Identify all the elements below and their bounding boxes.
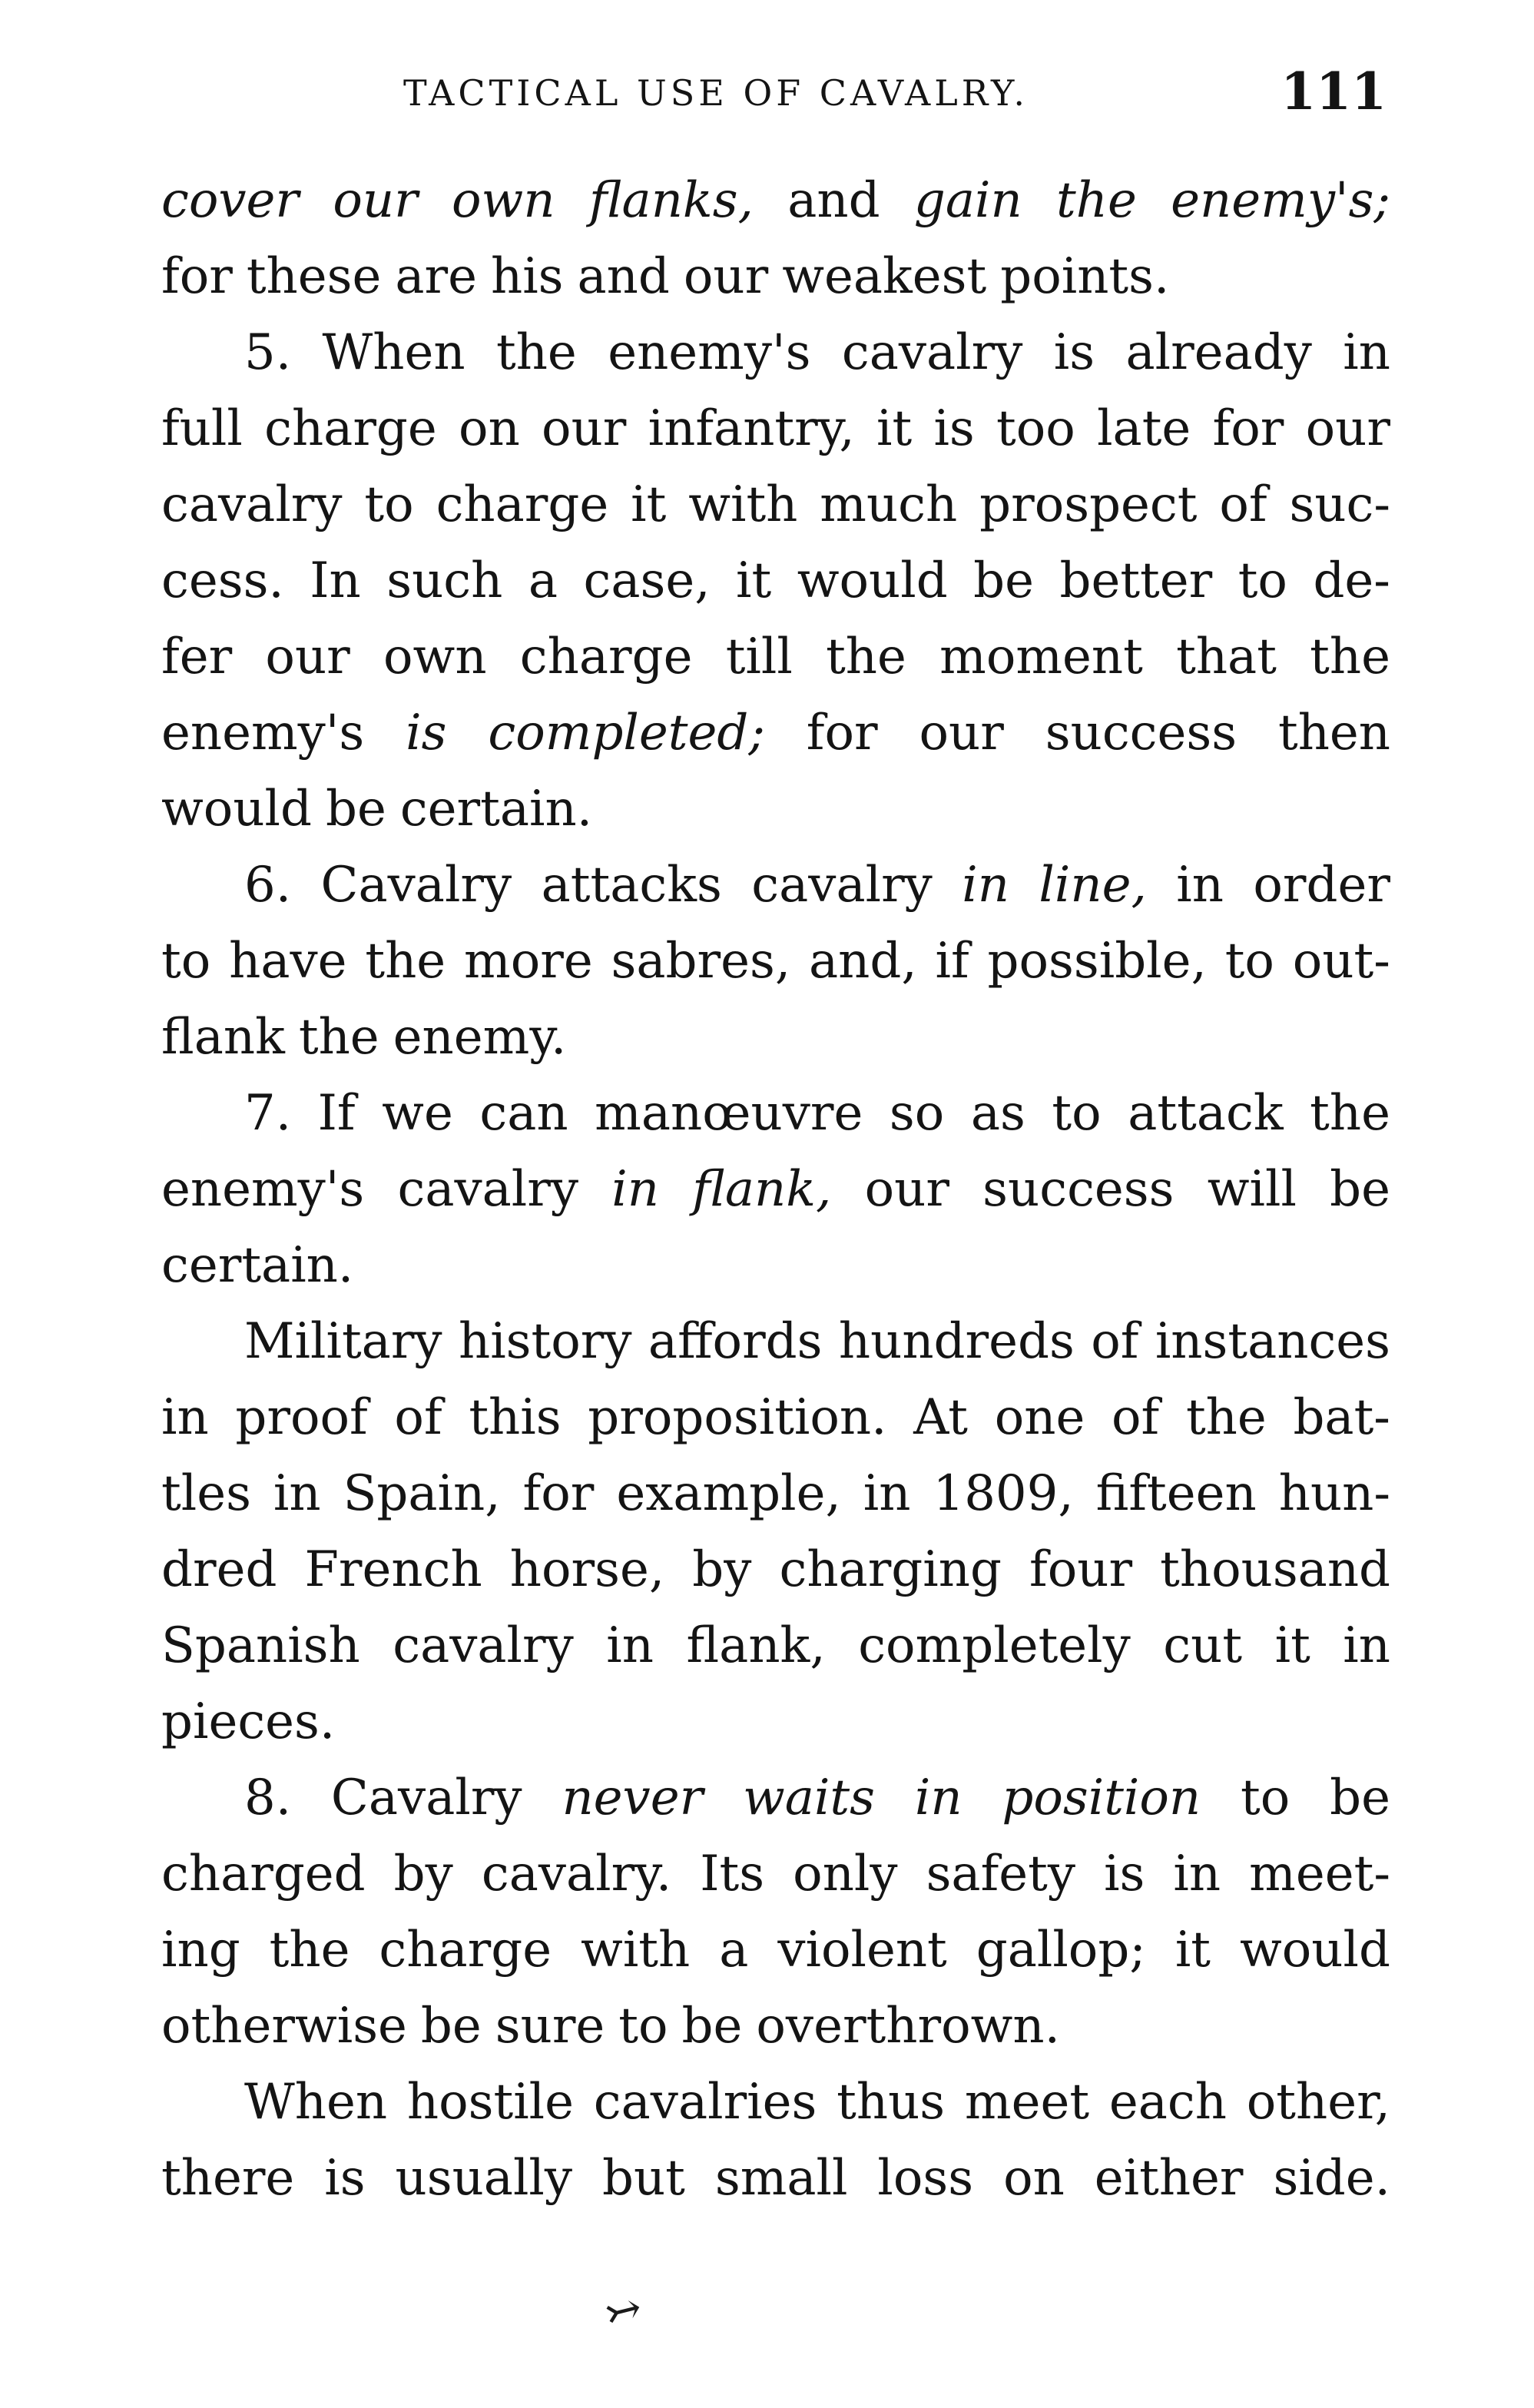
word: fer: [161, 629, 233, 685]
page-number: 111: [1281, 61, 1387, 121]
word: each: [1108, 2074, 1227, 2131]
word: side.: [1273, 2150, 1390, 2207]
word: our: [265, 629, 350, 685]
italic-word: position: [1002, 1770, 1201, 1826]
word: to: [1241, 1770, 1290, 1826]
word: suc-: [1289, 476, 1390, 533]
word: the: [298, 1009, 379, 1066]
word: it: [736, 552, 772, 609]
word: When: [322, 324, 466, 381]
word: late: [1097, 400, 1191, 457]
word: too: [996, 400, 1075, 457]
word: would: [161, 781, 312, 837]
word: loss: [877, 2150, 974, 2207]
word: affords: [648, 1313, 823, 1370]
word: 8.: [244, 1770, 292, 1826]
word: in: [1176, 857, 1224, 914]
text-line: [161, 239, 1390, 315]
word: till: [725, 629, 793, 685]
word: cavalries: [593, 2074, 817, 2131]
word: to: [1237, 552, 1287, 609]
word: charge: [519, 629, 693, 685]
word: usually: [395, 2150, 573, 2207]
text-line: [161, 1912, 1390, 1988]
word: Military: [244, 1313, 442, 1370]
word: can: [479, 1085, 568, 1142]
word: so: [889, 1085, 945, 1142]
word: in: [1343, 1617, 1390, 1674]
italic-word: line,: [1039, 857, 1147, 914]
word: be: [973, 552, 1034, 609]
text-line: [161, 1608, 1390, 1684]
word: out-: [1292, 933, 1390, 990]
word: if: [935, 933, 969, 990]
word: completely: [858, 1617, 1131, 1674]
word: order: [1253, 857, 1390, 914]
word: would: [797, 552, 948, 609]
word: his: [490, 248, 564, 305]
word: Spain,: [343, 1465, 501, 1522]
word: hun-: [1278, 1465, 1390, 1522]
word: be: [681, 1998, 743, 2055]
word: otherwise: [161, 1998, 407, 2055]
word: better: [1059, 552, 1213, 609]
word: our: [1305, 400, 1390, 457]
italic-word: is: [406, 705, 447, 761]
word: of: [1219, 476, 1267, 533]
word: as: [970, 1085, 1025, 1142]
word: four: [1029, 1541, 1133, 1598]
word: in: [161, 1389, 209, 1446]
word: only: [793, 1846, 898, 1902]
word: de-: [1313, 552, 1390, 609]
word: of: [394, 1389, 442, 1446]
word: much: [820, 476, 958, 533]
word: small: [714, 2150, 848, 2207]
word: for: [806, 705, 878, 761]
word: moment: [939, 629, 1143, 685]
word: of: [1112, 1389, 1160, 1446]
word: flank: [161, 1009, 285, 1066]
word: weakest: [782, 248, 987, 305]
word: Cavalry: [320, 857, 512, 914]
word: ing: [161, 1922, 240, 1978]
word: these: [246, 248, 382, 305]
word: but: [601, 2150, 685, 2207]
word: in: [863, 1465, 911, 1522]
word: the: [365, 933, 446, 990]
text-line: [161, 2141, 1390, 2217]
word: for: [522, 1465, 595, 1522]
word: instances: [1155, 1313, 1390, 1370]
word: in: [1173, 1846, 1221, 1902]
word: our: [919, 705, 1004, 761]
word: the: [1185, 1389, 1267, 1446]
word: is: [933, 400, 975, 457]
word: to: [1052, 1085, 1102, 1142]
word: flank,: [686, 1617, 826, 1674]
word: full: [161, 400, 243, 457]
word: the: [495, 324, 577, 381]
text-line: [161, 163, 1390, 239]
word: be: [1330, 1770, 1390, 1826]
text-line: [161, 315, 1390, 391]
word: meet: [964, 2074, 1090, 2131]
word: more: [464, 933, 593, 990]
word: manœuvre: [595, 1085, 863, 1142]
word: proof: [235, 1389, 368, 1446]
word: already: [1125, 324, 1312, 381]
word: cavalry: [841, 324, 1023, 381]
word: charge: [264, 400, 437, 457]
word: At: [913, 1389, 968, 1446]
word: cavalry: [397, 1161, 579, 1218]
word: tles: [161, 1465, 251, 1522]
word: case,: [583, 552, 711, 609]
text-line: [161, 1836, 1390, 1912]
word: on: [459, 400, 520, 457]
word: possible,: [987, 933, 1207, 990]
italic-word: in: [611, 1161, 659, 1218]
text-line: [161, 1228, 1390, 1304]
word: dred: [161, 1541, 277, 1598]
word: be: [325, 781, 386, 837]
text-line: [161, 1456, 1390, 1532]
word: attacks: [541, 857, 722, 914]
word: to: [1224, 933, 1274, 990]
word: with: [688, 476, 798, 533]
text-line: [161, 1000, 1390, 1076]
word: points.: [1000, 248, 1170, 305]
word: cess.: [161, 552, 284, 609]
word: sure: [495, 1998, 605, 2055]
word: cavalry: [393, 1617, 574, 1674]
word: charge: [436, 476, 609, 533]
text-line: [161, 771, 1390, 847]
word: own: [383, 629, 487, 685]
text-line: [161, 619, 1390, 695]
word: horse,: [509, 1541, 665, 1598]
word: cavalry.: [481, 1846, 672, 1902]
word: safety: [926, 1846, 1076, 1902]
text-line: [161, 1304, 1390, 1380]
text-line: [161, 543, 1390, 619]
word: to: [161, 933, 211, 990]
word: that: [1176, 629, 1277, 685]
word: example,: [616, 1465, 841, 1522]
word: is: [1053, 324, 1095, 381]
word: success: [1045, 705, 1237, 761]
word: meet-: [1249, 1846, 1390, 1902]
italic-word: waits: [743, 1770, 875, 1826]
word: prospect: [979, 476, 1198, 533]
word: with: [581, 1922, 691, 1978]
word: success: [982, 1161, 1175, 1218]
printer-mark-icon: ↣: [599, 2282, 647, 2340]
word: and: [787, 172, 880, 229]
word: cavalry: [751, 857, 933, 914]
word: bat-: [1293, 1389, 1390, 1446]
word: charging: [779, 1541, 1002, 1598]
word: French: [304, 1541, 482, 1598]
word: When: [244, 2074, 388, 2131]
word: our: [864, 1161, 949, 1218]
italic-word: our: [333, 172, 418, 229]
word: either: [1094, 2150, 1244, 2207]
word: the: [826, 629, 906, 685]
word: be: [420, 1998, 482, 2055]
italic-word: the: [1056, 172, 1137, 229]
word: it: [876, 400, 913, 457]
word: we: [382, 1085, 453, 1142]
word: on: [1003, 2150, 1065, 2207]
word: enemy's: [608, 324, 811, 381]
text-line: [161, 1532, 1390, 1608]
word: it: [1274, 1617, 1310, 1674]
word: for: [1212, 400, 1284, 457]
word: would: [1239, 1922, 1390, 1978]
word: will: [1207, 1161, 1297, 1218]
word: hundreds: [838, 1313, 1075, 1370]
word: in: [273, 1465, 321, 1522]
word: pieces.: [161, 1693, 336, 1750]
word: in: [606, 1617, 654, 1674]
running-head: [161, 61, 1390, 123]
word: Its: [700, 1846, 765, 1902]
word: of: [1091, 1313, 1139, 1370]
text-line: [161, 1988, 1390, 2065]
word: certain.: [161, 1237, 354, 1294]
word: If: [317, 1085, 356, 1142]
text-line: [161, 391, 1390, 467]
word: 5.: [244, 324, 292, 381]
italic-word: cover: [161, 172, 299, 229]
text-line: [161, 1152, 1390, 1228]
word: hostile: [406, 2074, 574, 2131]
text-line: [161, 1076, 1390, 1152]
word: to: [618, 1998, 668, 2055]
word: to: [364, 476, 414, 533]
italic-word: enemy's;: [1171, 172, 1390, 229]
word: the: [1310, 1085, 1390, 1142]
word: fifteen: [1095, 1465, 1257, 1522]
italic-word: flank,: [692, 1161, 832, 1218]
word: other,: [1246, 2074, 1390, 2131]
word: enemy's: [161, 705, 365, 761]
word: cavalry: [161, 476, 343, 533]
word: Spanish: [161, 1617, 360, 1674]
word: be: [1330, 1161, 1390, 1218]
word: is: [1104, 1846, 1145, 1902]
text-line: [161, 1380, 1390, 1456]
word: then: [1277, 705, 1390, 761]
word: the: [269, 1922, 350, 1978]
text-line: [161, 847, 1390, 924]
word: 7.: [244, 1085, 292, 1142]
word: and: [577, 248, 670, 305]
word: it: [1175, 1922, 1211, 1978]
word: there: [161, 2150, 295, 2207]
text-line: [161, 1684, 1390, 1760]
word: is: [324, 2150, 366, 2207]
word: this: [469, 1389, 562, 1446]
word: infantry,: [648, 400, 855, 457]
word: our: [542, 400, 627, 457]
word: violent: [777, 1922, 947, 1978]
word: it: [631, 476, 667, 533]
word: the: [1310, 629, 1390, 685]
italic-word: in: [914, 1770, 962, 1826]
word: charge: [379, 1922, 552, 1978]
text-line: [161, 924, 1390, 1000]
text-line: [161, 2065, 1390, 2141]
word: charged: [161, 1846, 366, 1902]
italic-word: flanks,: [588, 172, 754, 229]
word: our: [683, 248, 769, 305]
word: one: [994, 1389, 1085, 1446]
italic-word: gain: [913, 172, 1022, 229]
word: proposition.: [588, 1389, 887, 1446]
word: enemy's: [161, 1161, 365, 1218]
word: gallop;: [976, 1922, 1146, 1978]
word: history: [458, 1313, 632, 1370]
word: a: [719, 1922, 749, 1978]
word: cut: [1163, 1617, 1243, 1674]
word: sabres,: [611, 933, 791, 990]
body-text: [161, 163, 1390, 2217]
word: Cavalry: [330, 1770, 522, 1826]
running-title: TACTICAL USE OF CAVALRY.: [403, 72, 1029, 114]
word: a: [528, 552, 558, 609]
italic-word: own: [452, 172, 555, 229]
italic-word: in: [962, 857, 1009, 914]
word: 1809,: [933, 1465, 1074, 1522]
word: by: [692, 1541, 752, 1598]
italic-word: completed;: [488, 705, 765, 761]
word: for: [161, 248, 233, 305]
text-line: [161, 467, 1390, 543]
text-line: [161, 1760, 1390, 1836]
word: by: [393, 1846, 453, 1902]
word: enemy.: [393, 1009, 567, 1066]
word: overthrown.: [756, 1998, 1060, 2055]
text-line: [161, 695, 1390, 771]
word: 6.: [244, 857, 292, 914]
word: in: [1343, 324, 1390, 381]
word: In: [310, 552, 361, 609]
word: certain.: [399, 781, 593, 837]
word: have: [229, 933, 347, 990]
word: such: [386, 552, 503, 609]
word: attack: [1128, 1085, 1284, 1142]
word: are: [395, 248, 477, 305]
word: and,: [809, 933, 917, 990]
word: thousand: [1160, 1541, 1390, 1598]
italic-word: never: [562, 1770, 704, 1826]
word: thus: [837, 2074, 946, 2131]
